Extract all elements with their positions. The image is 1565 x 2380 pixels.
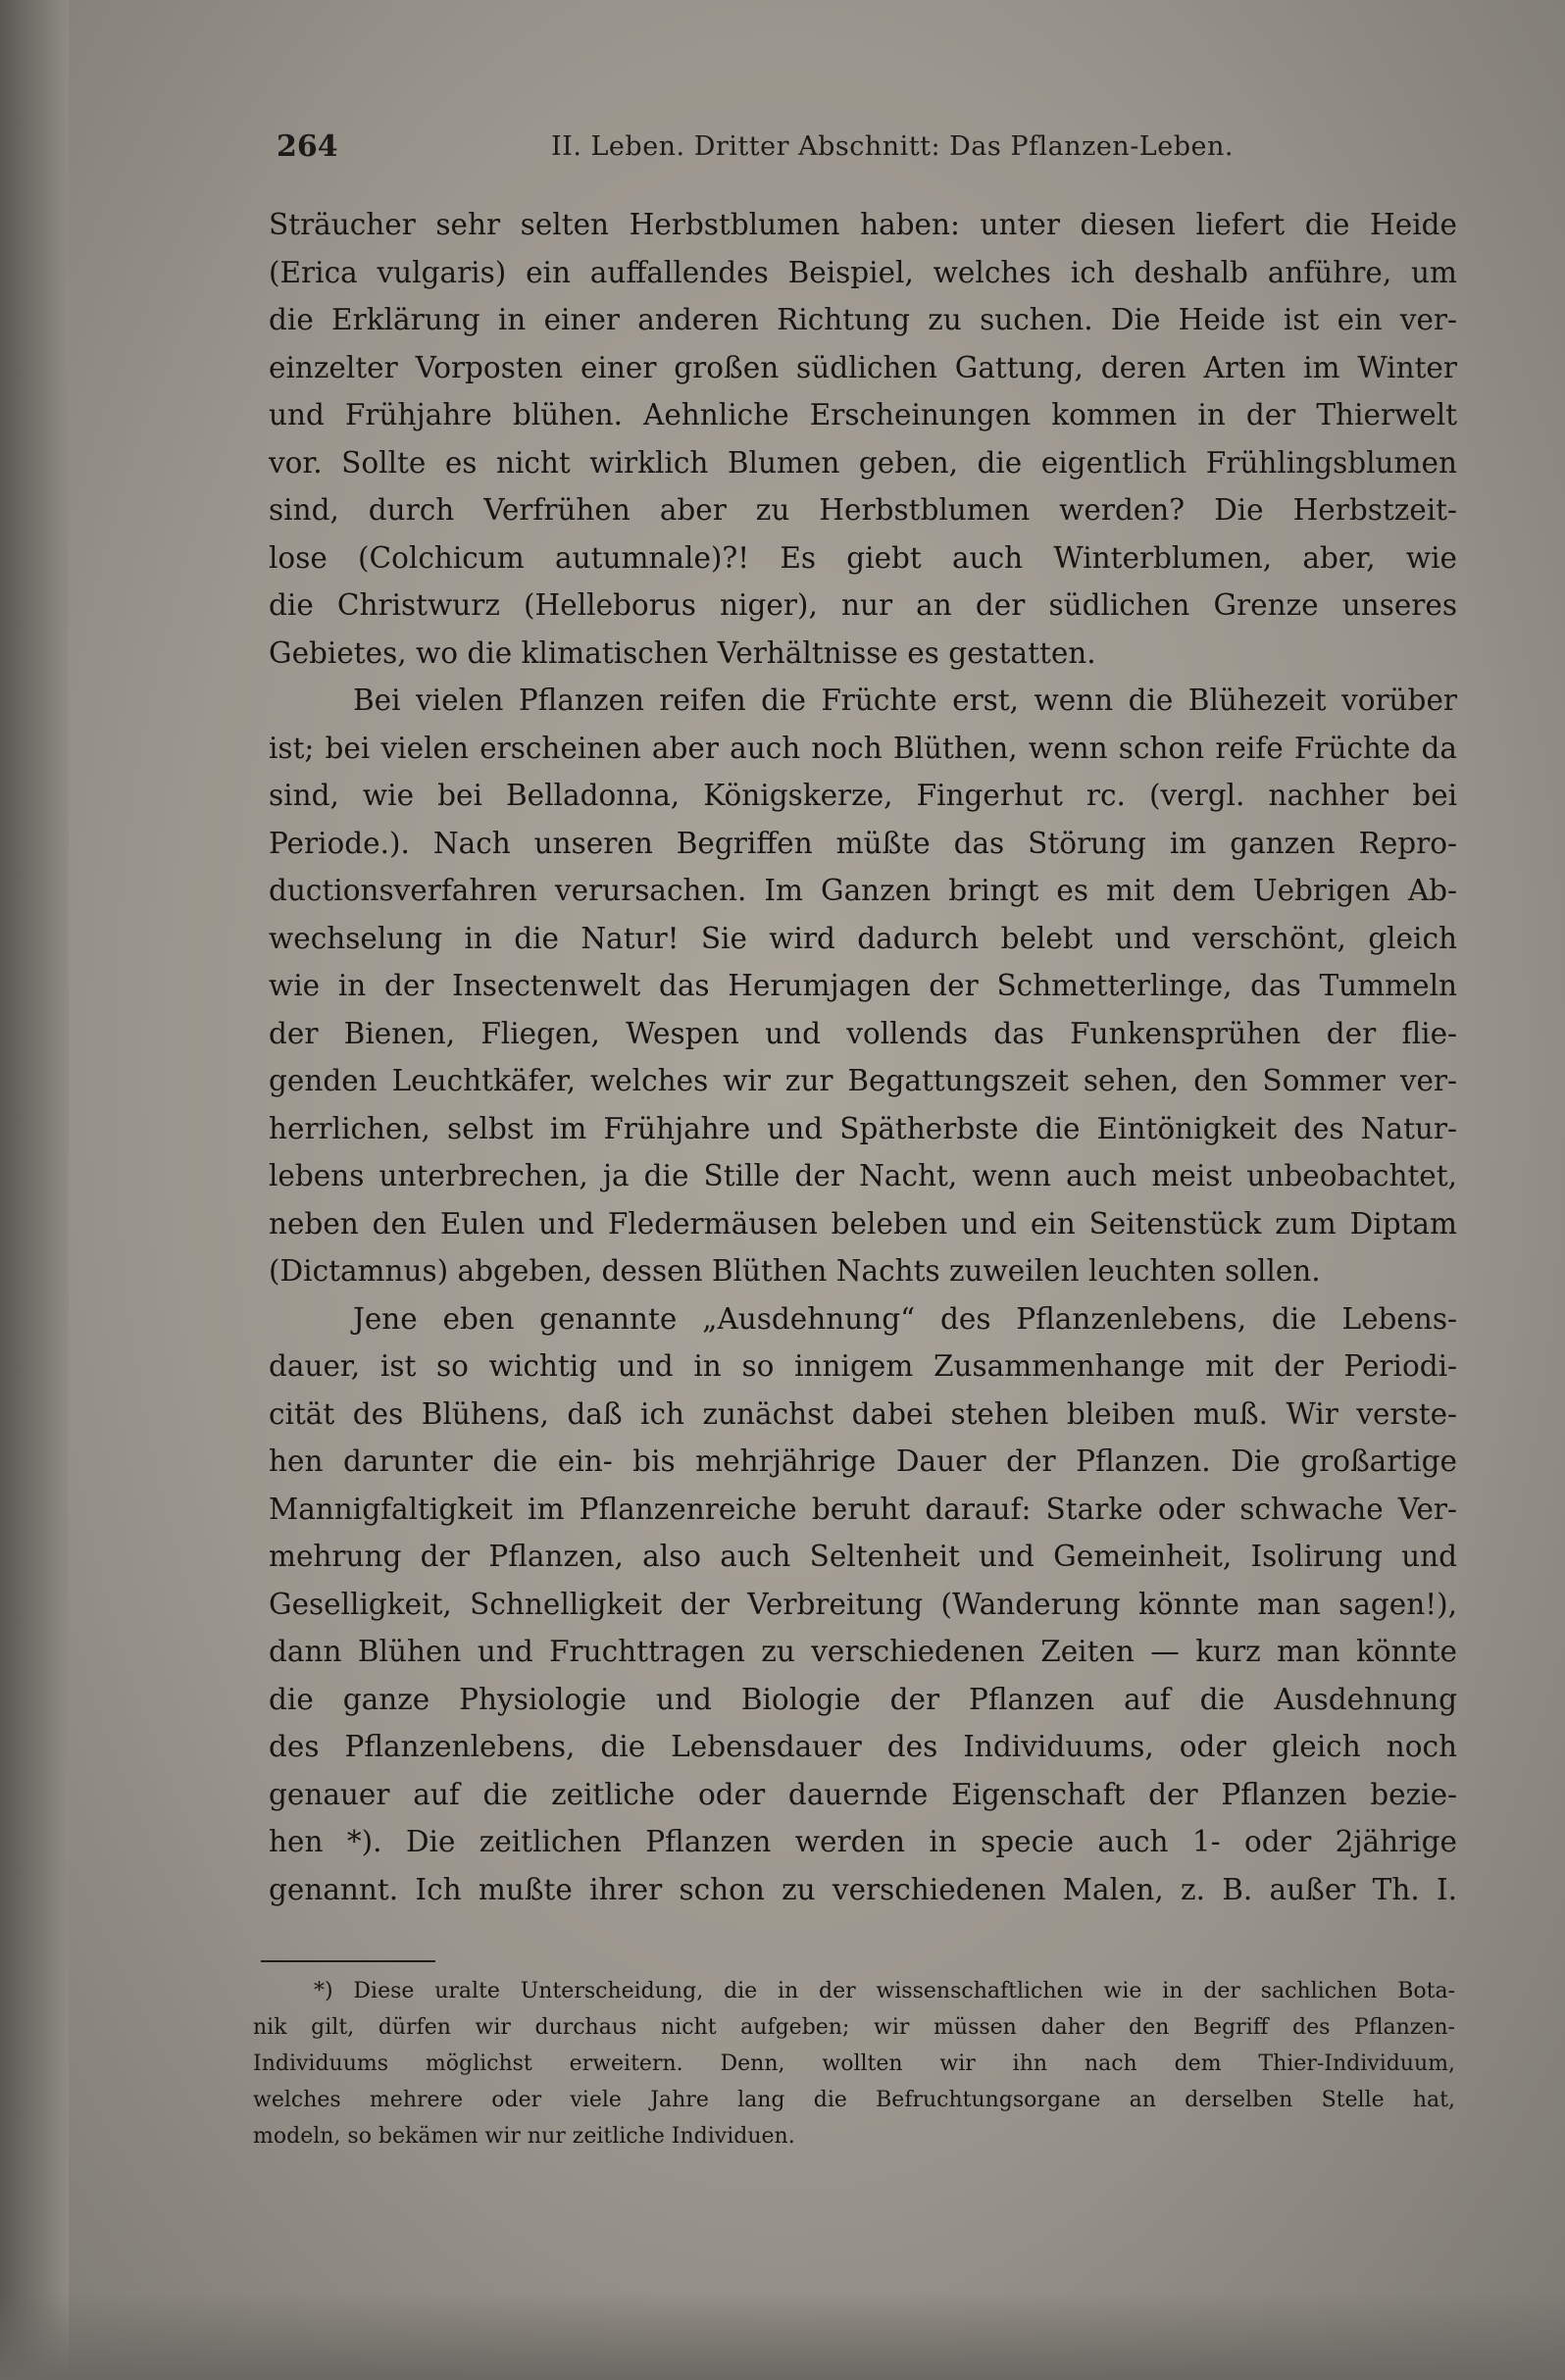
body-line: dann Blühen und Fruchttragen zu verschiedenen Zeiten — kurz man könnte: [269, 1635, 1457, 1668]
body-line: dauer, ist so wichtig und in so innigem Zusammenhange mit der Periodi-: [269, 1349, 1457, 1383]
body-line: Sträucher sehr selten Herbstblumen haben: unter diesen liefert die Heide: [269, 208, 1457, 241]
body-line: Jene eben genannte „Ausdehnung“ des Pflanzenlebens, die Lebens-: [353, 1301, 1457, 1336]
body-line: die Erklärung in einer anderen Richtung zu suchen. Die Heide ist ein ver-: [269, 303, 1457, 336]
footnote-line: welches mehrere oder viele Jahre lang die Befruchtungsorgane an derselben Stelle hat,: [253, 2088, 1455, 2112]
page-bottom-shadow: [0, 2292, 1565, 2380]
body-line: ist; bei vielen erscheinen aber auch noch Blüthen, wenn schon reife Früchte da: [269, 731, 1457, 765]
body-line: des Pflanzenlebens, die Lebensdauer des Individuums, oder gleich noch: [269, 1730, 1457, 1763]
body-line: und Frühjahre blühen. Aehnliche Erscheinungen kommen in der Thierwelt: [269, 398, 1457, 431]
page-number: 264: [277, 129, 338, 164]
body-line: herrlichen, selbst im Frühjahre und Spätherbste die Eintönigkeit des Natur-: [269, 1111, 1457, 1145]
body-line: genannt. Ich mußte ihrer schon zu verschiedenen Malen, z. B. außer Th. I.: [269, 1872, 1457, 1906]
footnote: [253, 1973, 1455, 2154]
body-line: die Christwurz (Helleborus niger), nur an der südlichen Grenze unseres: [269, 588, 1457, 622]
body-line: sind, wie bei Belladonna, Königskerze, Fingerhut rc. (vergl. nachher bei: [269, 779, 1457, 812]
body-line: Geselligkeit, Schnelligkeit der Verbreitung (Wanderung könnte man sagen!),: [269, 1587, 1457, 1621]
body-line: Gebietes, wo die klimatischen Verhältnisse es gestatten.: [269, 635, 1096, 670]
body-line: mehrung der Pflanzen, also auch Seltenheit und Gemeinheit, Isolirung und: [269, 1540, 1457, 1573]
body-line: Periode.). Nach unseren Begriffen müßte das Störung im ganzen Repro-: [269, 826, 1457, 860]
body-line: ductionsverfahren verursachen. Im Ganzen bringt es mit dem Uebrigen Ab-: [269, 874, 1457, 907]
page-gutter-shadow: [0, 0, 69, 2380]
body-line: genden Leuchtkäfer, welches wir zur Begattungszeit sehen, den Sommer ver-: [269, 1064, 1457, 1097]
body-line: (Dictamnus) abgeben, dessen Blüthen Nachts zuweilen leuchten sollen.: [269, 1254, 1321, 1288]
footnote-divider: [261, 1960, 435, 1962]
body-line: Bei vielen Pflanzen reifen die Früchte erst, wenn die Blühezeit vorüber: [353, 684, 1457, 717]
footnote-line: nik gilt, dürfen wir durchaus nicht aufgeben; wir müssen daher den Begriff des Pflanzen-: [253, 2015, 1455, 2040]
body-line: Mannigfaltigkeit im Pflanzenreiche beruht darauf: Starke oder schwache Ver-: [269, 1492, 1457, 1526]
body-line: einzelter Vorposten einer großen südlichen Gattung, deren Arten im Winter: [269, 350, 1457, 384]
body-line: neben den Eulen und Fledermäusen beleben und ein Seitenstück zum Diptam: [269, 1206, 1457, 1241]
page-header: [277, 129, 1453, 178]
footnote-line: *) Diese uralte Unterscheidung, die in der wissenschaftlichen wie in der sachlichen Bota-: [314, 1979, 1455, 2003]
body-line: die ganze Physiologie und Biologie der Pflanzen auf die Ausdehnung: [269, 1682, 1457, 1716]
body-line: hen darunter die ein- bis mehrjährige Dauer der Pflanzen. Die großartige: [269, 1444, 1457, 1478]
footnote-line: Individuums möglichst erweitern. Denn, wollten wir ihn nach dem Thier-Individuum,: [253, 2051, 1455, 2076]
body-line: sind, durch Verfrühen aber zu Herbstblumen werden? Die Herbstzeit-: [269, 493, 1457, 527]
body-line: lebens unterbrechen, ja die Stille der Nacht, wenn auch meist unbeobachtet,: [269, 1159, 1457, 1192]
running-head: II. Leben. Dritter Abschnitt: Das Pflanzen-Leben.: [551, 131, 1234, 162]
body-line: lose (Colchicum autumnale)?! Es giebt auch Winterblumen, aber, wie: [269, 540, 1457, 575]
body-line: vor. Sollte es nicht wirklich Blumen geben, die eigentlich Frühlingsblumen: [269, 445, 1457, 480]
footnote-line: modeln, so bekämen wir nur zeitliche Individuen.: [253, 2124, 795, 2149]
body-line: wie in der Insectenwelt das Herumjagen der Schmetterlinge, das Tummeln: [269, 969, 1457, 1002]
body-line: genauer auf die zeitliche oder dauernde Eigenschaft der Pflanzen bezie-: [269, 1777, 1457, 1811]
body-text: [269, 201, 1457, 1913]
body-line: hen *). Die zeitlichen Pflanzen werden in specie auch 1- oder 2jährige: [269, 1825, 1457, 1858]
body-line: wechselung in die Natur! Sie wird dadurch belebt und verschönt, gleich: [269, 921, 1457, 955]
body-line: der Bienen, Fliegen, Wespen und vollends das Funkensprühen der flie-: [269, 1016, 1457, 1050]
body-line: cität des Blühens, daß ich zunächst dabei stehen bleiben muß. Wir verste-: [269, 1396, 1457, 1431]
body-line: (Erica vulgaris) ein auffallendes Beispiel, welches ich deshalb anführe, um: [269, 255, 1457, 289]
